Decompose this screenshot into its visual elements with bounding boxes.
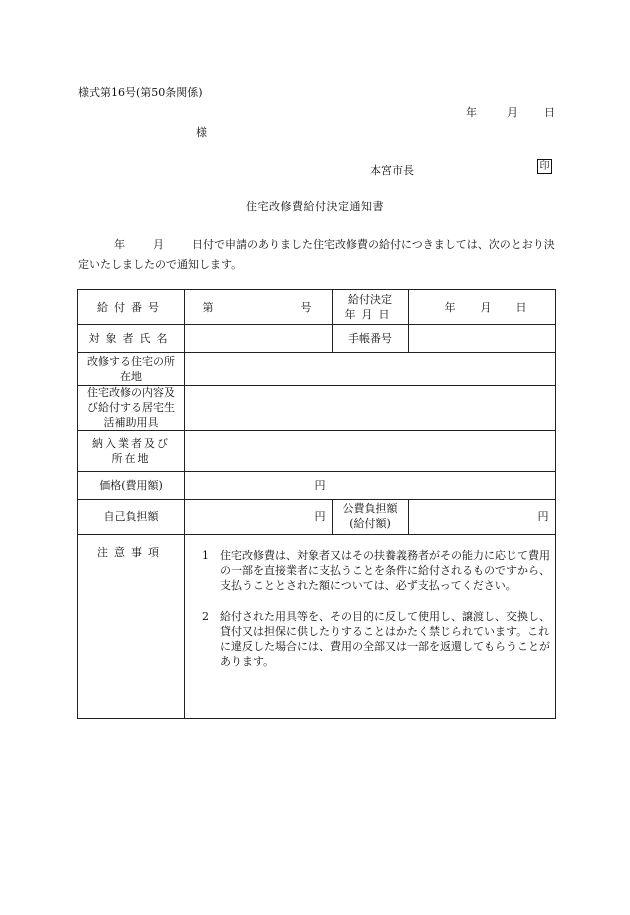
public-pay-yen: 円 (537, 510, 549, 523)
notebook-number-label: 手帳番号 (348, 331, 392, 345)
decision-table (77, 289, 556, 719)
price-label: 価格(費用額) (99, 478, 163, 492)
issue-date-day: 日 (544, 106, 555, 119)
issue-date (466, 104, 555, 120)
public-pay-label-1: 公費負担額 (342, 502, 398, 515)
addressee-suffix: 様 (196, 126, 207, 139)
note-item (202, 609, 552, 669)
payment-number-go: 号 (300, 300, 312, 314)
issue-date-month: 月 (507, 106, 518, 119)
decision-date-label-2: 年月日 (344, 308, 396, 321)
issuer-name: 本宮市長 (370, 164, 414, 177)
body-month: 月 (153, 238, 164, 251)
note-text: 住宅改修費は、対象者又はその扶養義務者がその能力に応じて費用の一部を直接業者に支払うことを条件に給付されるものですから、支払うこととされた額については、必ず支払ってください。 (220, 549, 550, 592)
notes-list (202, 548, 552, 685)
price-yen: 円 (314, 478, 326, 492)
decision-day: 日 (515, 300, 527, 314)
issue-date-year: 年 (466, 106, 477, 119)
note-item (202, 548, 552, 593)
vendor-label: 納入業者及び所在地 (92, 436, 170, 465)
seal-mark: 印 (537, 159, 552, 174)
form-number: 様式第16号(第50条関係) (78, 86, 203, 99)
body-text: 日付で申請のありました住宅改修費の給付につきましては、次のとおり決定いたしましたので通知します。 (78, 238, 555, 271)
house-address-label: 改修する住宅の所在地 (87, 354, 175, 383)
self-pay-label: 自己負担額 (103, 510, 159, 523)
document-title: 住宅改修費給付決定通知書 (246, 200, 384, 213)
decision-month: 月 (480, 300, 492, 314)
decision-year: 年 (444, 300, 456, 314)
note-number: 1 (202, 549, 209, 562)
decision-date-label-1: 給付決定 (348, 293, 392, 306)
self-pay-yen: 円 (314, 510, 326, 523)
body-year: 年 (114, 238, 125, 251)
notes-label: 注意事項 (97, 545, 165, 559)
notice-body (78, 235, 556, 275)
note-number: 2 (202, 610, 209, 623)
payment-number-label: 給付番号 (97, 300, 165, 314)
subject-name-label: 対象者氏名 (88, 331, 174, 345)
note-text: 給付された用具等を、その目的に反して使用し、譲渡し、交換し、貸付又は担保に供したりすることはかたく禁じられています。これに違反した場合には、費用の全部又は一部を返還してもらうことがあります。 (220, 610, 550, 668)
public-pay-label-2: (給付額) (349, 517, 391, 530)
content-label: 住宅改修の内容及び給付する居宅生活補助用具 (87, 386, 175, 429)
payment-number-dai: 第 (202, 300, 214, 314)
